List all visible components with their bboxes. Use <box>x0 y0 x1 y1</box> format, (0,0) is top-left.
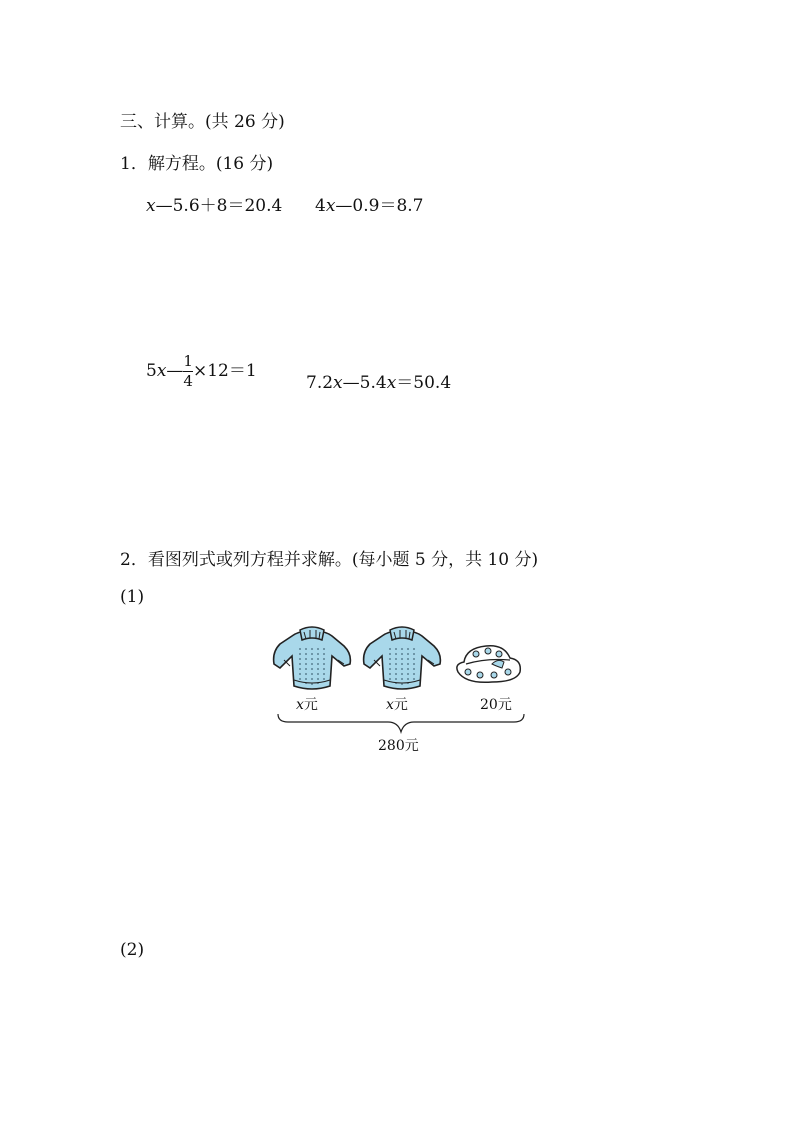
equation-3 <box>146 354 257 389</box>
fraction-one-quarter <box>183 354 193 389</box>
variable-x: x <box>325 196 336 216</box>
equation-3-rest: ×12＝1 <box>192 361 257 381</box>
variable-x: x <box>156 361 167 381</box>
equation-1 <box>146 191 282 216</box>
hat-icon <box>452 642 524 686</box>
total-price-label: 280元 <box>378 738 419 754</box>
sweater-icon <box>360 624 444 696</box>
sub-question-2-label: (2) <box>120 940 145 960</box>
equation-3-pre: 5 <box>146 361 157 381</box>
variable-x: x <box>386 373 397 393</box>
figure-sweaters-and-hat <box>266 620 536 760</box>
sub-question-1-label: (1) <box>120 587 145 607</box>
sweater-icon <box>270 624 354 696</box>
question-1-title: 1．解方程。(16 分) <box>120 154 274 174</box>
question-2-title: 2．看图列式或列方程并求解。(每小题 5 分，共 10 分) <box>120 550 539 570</box>
variable-x: x <box>146 196 156 216</box>
equation-2 <box>315 191 424 216</box>
sweater-1-price-label: x元 <box>296 697 318 713</box>
sweater-2-price-label: x元 <box>386 697 408 713</box>
variable-x: x <box>333 373 343 393</box>
fraction-denominator: 4 <box>183 372 193 390</box>
hat-price-label: 20元 <box>480 697 512 713</box>
equation-4 <box>306 368 451 393</box>
equation-4-a: 7.2 <box>306 373 334 393</box>
equation-4-rest: ＝50.4 <box>396 373 452 393</box>
equation-2-rest: —0.9＝8.7 <box>335 196 424 216</box>
equation-1-rest: —5.6＋8＝20.4 <box>155 196 283 216</box>
equation-4-b: —5.4 <box>342 373 387 393</box>
fraction-numerator: 1 <box>183 352 193 370</box>
equation-3-minus: — <box>166 361 184 381</box>
section-title: 三、计算。(共 26 分) <box>120 112 285 132</box>
equation-2-coef: 4 <box>315 196 326 216</box>
curly-brace <box>276 712 526 734</box>
